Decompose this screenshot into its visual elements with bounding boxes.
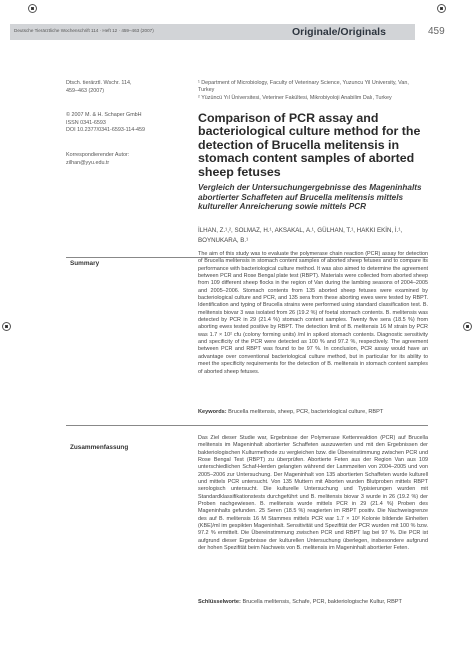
- author-list: İLHAN, Z.¹,², SOLMAZ, H.¹, AKSAKAL, A.¹, GÜLHAN, T.¹, HAKKI EKİN, İ.¹, BOYNUKARA, B.¹: [198, 227, 403, 244]
- contact-label: Korrespondierender Autor:: [66, 152, 130, 158]
- schluesselwoerter: [198, 599, 428, 606]
- crop-mark-top-left-icon: [28, 4, 37, 13]
- schluesselwoerter-label: Schlüsselworte:: [198, 599, 241, 605]
- contact-block: [66, 152, 176, 167]
- crop-mark-top-right-icon: [437, 4, 446, 13]
- summary-label: Summary: [70, 260, 100, 267]
- article-subtitle-german: Vergleich der Untersuchungergebnisse des Mageninhalts abortierter Schaffeten auf Brucella melitensis mittels kultureller Anreicherung sowie mittels PCR: [198, 183, 422, 212]
- keywords-label: Keywords:: [198, 409, 227, 415]
- contact-email[interactable]: zilhan@yyu.edu.tr: [66, 159, 110, 166]
- rights-line: ISSN 0341-6593: [66, 119, 106, 126]
- zusammenfassung-label: Zusammenfassung: [70, 444, 129, 451]
- affiliations: [198, 80, 423, 102]
- keywords-text: Brucella melitensis, sheep, PCR, bacteriological culture, RBPT: [226, 409, 384, 415]
- rights-line: © 2007 M. & H. Schaper GmbH: [66, 112, 142, 118]
- citation-line: 459–463 (2007): [66, 87, 105, 94]
- rights-line: DOI 10.2377/0341-6593-114-459: [66, 127, 146, 133]
- article-title: Comparison of PCR assay and bacteriological culture method for the detection of Brucella melitensis in stomach content samples of aborted sheep fetuses: [198, 111, 421, 179]
- rights-block: [66, 112, 176, 135]
- page-number: 459: [428, 26, 445, 37]
- section-heading: Originale/Originals: [292, 26, 386, 38]
- affiliation: ² Yüzüncü Yıl Üniversitesi, Veteriner Fakültesi, Mikrobiyoloji Anabilim Dalı, Turkey: [198, 94, 392, 101]
- citation-block: [66, 80, 176, 95]
- crop-mark-right-icon: [463, 322, 472, 331]
- schluesselwoerter-text: Brucella melitensis, Schafe, PCR, bakteriologische Kultur, RBPT: [240, 599, 402, 605]
- journal-line: Deutsche Tierärztliche Wochenschrift 114 · Heft 12 · 459–463 (2007): [14, 28, 154, 33]
- affiliation: ¹ Department of Microbiology, Faculty of Veterinary Science, Yuzuncu Yil University, Van, Turkey: [198, 80, 409, 94]
- crop-mark-left-icon: [2, 322, 11, 331]
- summary-text: The aim of this study was to evaluate the polymerase chain reaction (PCR) assay for detection of Brucella melitensis in stomach content samples of aborted sheep fetuses and to compare its performance with bacteriological culture method. It was also aimed to determine the agreement between PCR and Rose Bengal plate test (RBPT). Materials were collected from aborted sheep from 109 different sheep flocks in the region of Van during the lambing seasons of 2004–2005 and 2005–2006. Stomach contents from 135 aborted sheep fetuses were examined by bacteriological culture and PCR, and 135 sera from these aborting ewes were tested by RBPT. Identification and typing of Brucella strains were performed using standard classification test. B. melitensis biovar 3 was isolated from 26 (19.2 %) of foetal stomach contents. B. melitensis was detected by PCR in 29 (21.4 %) stomach content samples. Twenty five sera (18.5 %) from aborting ewes tested positive by RBPT. The detection limit of B. melitensis 16 M strain by PCR was 1.7 × 10² cfu (colony forming units) /ml in spiked stomach contents. Diagnostic sensitivity and specificity of the PCR were detected as 100 % and 97.2 %, respectively. The agreement between PCR and RBPT was found to be 97 %. In conclusion, PCR assay would have an advantage over conventional bacteriological culture method, but in particular for its ability to meet the specificity requirements for the detection of B. melitensis in stomach content samples of aborted sheep fetuses.: [198, 251, 428, 375]
- divider: [66, 425, 428, 426]
- keywords: [198, 409, 428, 416]
- citation-line: Dtsch. tierärztl. Wschr. 114,: [66, 80, 132, 86]
- zusammenfassung-text: Das Ziel dieser Studie war, Ergebnisse der Polymerase Kettenreaktion (PCR) auf Brucella melitensis im Mageninhalt abortierter Schaffeten auszuwerten und mit den Ergebnissen der bakteriologischen Kulturmethode zu vergleichen bzw. die Übereinstimmung zwischen PCR und Rose Bengal Test (RBPT) zu überprüfen. Abortierte Feten aus der Region Van aus 109 unterschiedlichen Schaf-Herden gelangten während der Lammzeiten von 2004–2005 und von 2005–2006 zur Untersuchung. Der Mageninhalt von 135 abortierten Schaffeten wurde kulturell und mittels PCR untersucht. Von 135 Muttern mit Aborten wurden Blutproben mittels RBPT serologisch untersucht. Die kulturelle Untersuchung und Typisierungen wurden mit Standardklassifikationstests durchgeführt und B. melitensis biovar 3 wurde in 26 (19.2 %) der Proben nachgewiesen. B. melitensis wurde mittels PCR in 29 (21.4 %) Proben des Mageninhalts gefunden. 25 Seren (18.5 %) reagierten im RBPT positiv. Die Nachweisgrenze des auf B. melitensis 16 M Stammes mittels PCR war 1.7 × 10² Kolonie bildende Einheiten (KBE)/ml im gespikten Mageninhalt. Sensitivität und Spezifität der PCR wurden mit 100 % bzw. 97.2 % ermittelt. Die Übereinstimmung zwischen PCR und RBPT lag bei 97 %. Die PCR ist aufgrund dieser Ergebnisse der kulturellen Untersuchung überlegen, insbesondere aufgrund der hohen Spezifität beim Nachweis von B. melitensis im Mageninhalt abortierter Feten.: [198, 435, 428, 552]
